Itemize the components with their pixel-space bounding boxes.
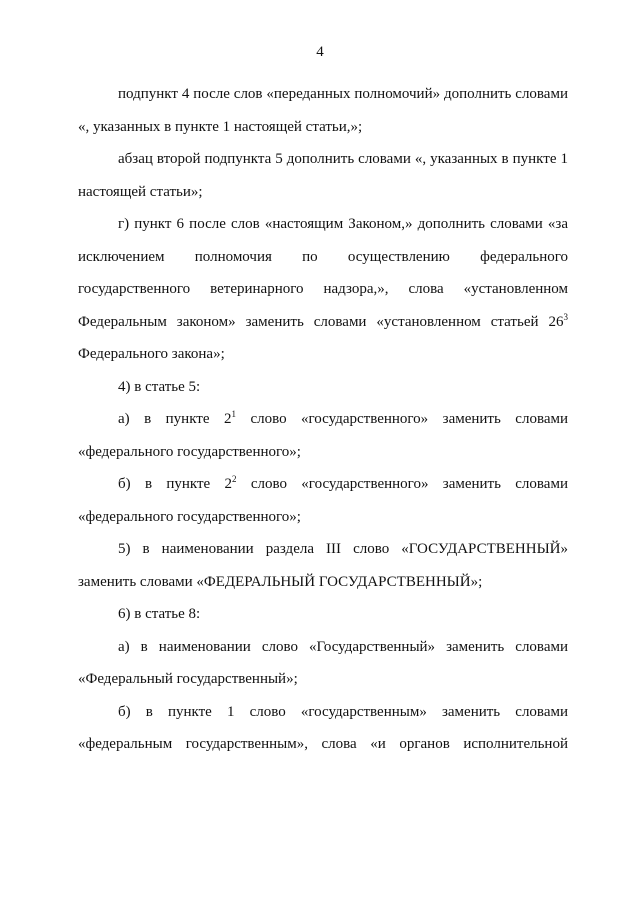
paragraph-3-text-before: г) пункт 6 после слов «настоящим Законом,» дополнить словами «за исключением полномочия по осуществлению федерального государственного ветеринарного надзора,», слова «установленном Федеральным законом» заменить словами «установленном статьей 26 <box>78 216 568 330</box>
paragraph-9 <box>78 631 568 696</box>
paragraph-2-text: абзац второй подпункта 5 дополнить словами «, указанных в пункте 1 настоящей статьи»; <box>78 151 568 200</box>
paragraph-9-text: а) в наименовании слово «Государственный» заменить словами «Федеральный государственный»; <box>78 638 568 687</box>
paragraph-3-text-after: Федерального закона»; <box>78 346 225 362</box>
paragraph-3-superscript: 3 <box>563 311 568 322</box>
paragraph-8-text: 6) в статье 8: <box>118 606 201 622</box>
paragraph-5-superscript: 1 <box>231 409 236 419</box>
paragraph-6-text-before: б) в пункте 2 <box>118 476 233 492</box>
paragraph-10-text: б) в пункте 1 слово «государственным» заменить словами «федеральным государственным», слова «и органов исполнительной <box>78 703 568 752</box>
paragraph-5 <box>78 403 568 468</box>
document-body <box>78 78 568 761</box>
paragraph-1-text: подпункт 4 после слов «переданных полномочий» дополнить словами «, указанных в пункте 1 настоящей статьи,»; <box>78 86 568 135</box>
paragraph-4 <box>78 371 568 404</box>
paragraph-1 <box>78 78 568 143</box>
paragraph-10 <box>78 696 568 761</box>
paragraph-4-text: 4) в статье 5: <box>118 378 201 395</box>
paragraph-6-superscript: 2 <box>232 474 237 484</box>
paragraph-5-text-before: а) в пункте 2 <box>118 411 232 427</box>
paragraph-8 <box>78 598 568 631</box>
paragraph-2 <box>78 143 568 208</box>
paragraph-6 <box>78 468 568 533</box>
paragraph-7 <box>78 533 568 598</box>
paragraph-3 <box>78 208 568 371</box>
paragraph-5-text-after: слово «государственного» заменить словами «федерального государственного»; <box>78 411 569 460</box>
page-number: 4 <box>316 44 324 60</box>
paragraph-7-text: 5) в наименовании раздела III слово «ГОСУДАРСТВЕННЫЙ» заменить словами «ФЕДЕРАЛЬНЫЙ ГОСУДАРСТВЕННЫЙ»; <box>78 541 568 590</box>
paragraph-6-text-after: слово «государственного» заменить словами «федерального государственного»; <box>78 476 568 525</box>
